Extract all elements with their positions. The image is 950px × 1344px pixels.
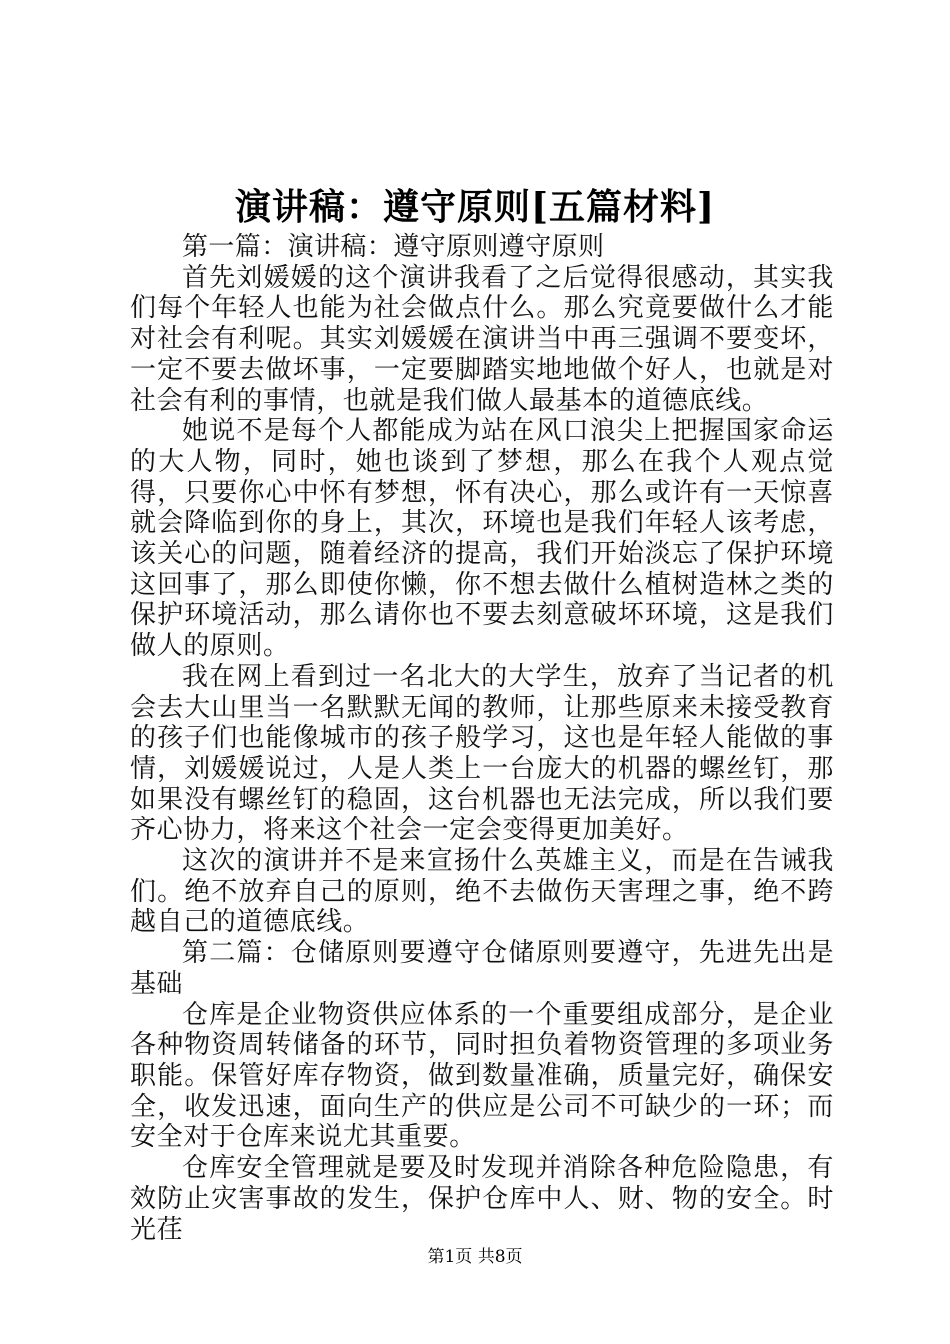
body-paragraph: 我在网上看到过一名北大的大学生，放弃了当记者的机会去大山里当一名默默无闻的教师，让那些原来未接受教育的孩子们也能像城市的孩子般学习，这也是年轻人能做的事情，刘媛媛说过，人是人类上一台庞大的机器的螺丝钉，那如果没有螺丝钉的稳固，这台机器也无法完成，所以我们要齐心协力，将来这个社会一定会变得更加美好。 — [130, 661, 834, 846]
section-heading-2: 第二篇：仓储原则要遵守仓储原则要遵守，先进先出是基础 — [130, 938, 834, 999]
body-paragraph: 首先刘媛媛的这个演讲我看了之后觉得很感动，其实我们每个年轻人也能为社会做点什么。那么究竟要做什么才能对社会有利呢。其实刘媛媛在演讲当中再三强调不要变坏，一定不要去做坏事，一定要脚踏实地地做个好人，也就是对社会有利的事情，也就是我们做人最基本的道德底线。 — [130, 262, 834, 416]
document-body — [130, 232, 834, 1245]
body-paragraph: 仓库安全管理就是要及时发现并消除各种危险隐患，有效防止灾害事故的发生，保护仓库中人、财、物的安全。时光荏 — [130, 1153, 834, 1245]
page-footer: 第1页 共8页 — [427, 1247, 523, 1267]
document-title: 演讲稿：遵守原则[五篇材料] — [234, 186, 716, 228]
body-paragraph: 这次的演讲并不是来宣扬什么英雄主义，而是在告诫我们。绝不放弃自己的原则，绝不去做伤天害理之事，绝不跨越自己的道德底线。 — [130, 846, 834, 938]
body-paragraph: 仓库是企业物资供应体系的一个重要组成部分，是企业各种物资周转储备的环节，同时担负着物资管理的多项业务职能。保管好库存物资，做到数量准确，质量完好，确保安全，收发迅速，面向生产的供应是公司不可缺少的一环；而安全对于仓库来说尤其重要。 — [130, 999, 834, 1153]
body-paragraph: 她说不是每个人都能成为站在风口浪尖上把握国家命运的大人物，同时，她也谈到了梦想，那么在我个人观点觉得，只要你心中怀有梦想，怀有决心，那么或许有一天惊喜就会降临到你的身上，其次，环境也是我们年轻人该考虑，该关心的问题，随着经济的提高，我们开始淡忘了保护环境这回事了，那么即使你懒，你不想去做什么植树造林之类的保护环境活动，那么请你也不要去刻意破坏环境，这是我们做人的原则。 — [130, 416, 834, 662]
section-heading-1: 第一篇：演讲稿：遵守原则遵守原则 — [182, 232, 605, 262]
